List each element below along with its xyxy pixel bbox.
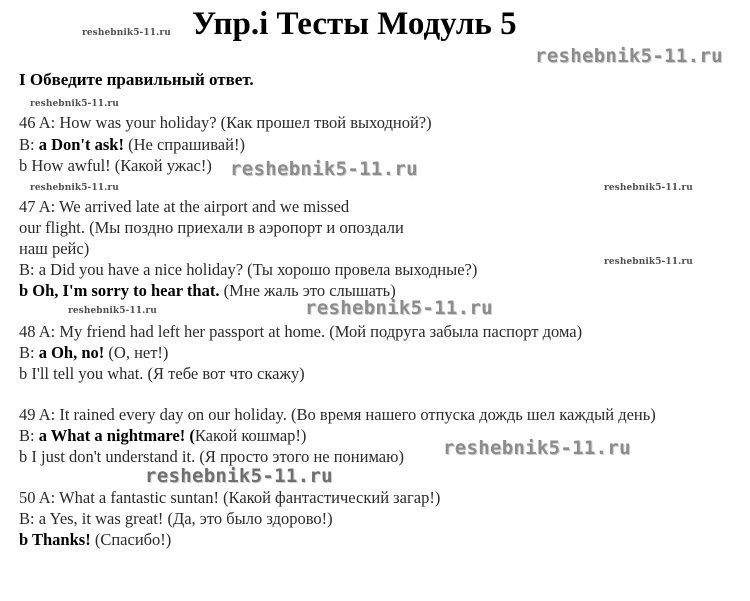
watermark-small: reshebnik5-11.ru	[30, 99, 119, 109]
item-49-answer-b: b I just don't understand it. (Я просто этого не понимаю)	[19, 447, 404, 466]
item-49-question: 49 A: It rained every day on our holiday. (Во время нашего отпуска дождь шел каждый день)	[19, 405, 656, 424]
watermark-small: reshebnik5-11.ru	[82, 28, 171, 38]
watermark-small: reshebnik5-11.ru	[604, 183, 693, 193]
watermark-large: reshebnik5-11.ru	[145, 465, 333, 487]
instruction-heading: I Обведите правильный ответ.	[19, 70, 254, 89]
item-46-answer-a: B: a Don't ask! (Не спрашивай!)	[19, 135, 245, 154]
page-title: Упр.i Тесты Модуль 5	[192, 6, 517, 42]
watermark-small: reshebnik5-11.ru	[604, 257, 693, 267]
item-48-question: 48 A: My friend had left her passport at home. (Мой подруга забыла паспорт дома)	[19, 322, 583, 341]
item-47-question-line3: наш рейс)	[19, 239, 90, 258]
item-50-question: 50 A: What a fantastic suntan! (Какой фантастический загар!)	[19, 488, 441, 507]
watermark-large: reshebnik5-11.ru	[535, 45, 723, 67]
watermark-large: reshebnik5-11.ru	[443, 437, 631, 459]
item-47-question-line2: our flight. (Мы поздно приехали в аэропорт и опоздали	[19, 218, 404, 237]
watermark-large: reshebnik5-11.ru	[230, 158, 418, 180]
item-47-answer-a: B: a Did you have a nice holiday? (Ты хорошо провела выходные?)	[19, 260, 478, 279]
item-47-question-line1: 47 A: We arrived late at the airport and we missed	[19, 197, 350, 216]
item-47-answer-b: b Oh, I'm sorry to hear that. (Мне жаль это слышать)	[19, 281, 396, 300]
item-48-answer-a: B: a Oh, no! (О, нет!)	[19, 343, 169, 362]
item-49-answer-a: B: a What a nightmare! (Какой кошмар!)	[19, 426, 307, 445]
item-50-answer-b: b Thanks! (Спасибо!)	[19, 530, 172, 549]
watermark-small: reshebnik5-11.ru	[68, 306, 157, 316]
watermark-small: reshebnik5-11.ru	[30, 183, 119, 193]
item-46-question: 46 A: How was your holiday? (Как прошел твой выходной?)	[19, 113, 432, 132]
item-48-answer-b: b I'll tell you what. (Я тебе вот что скажу)	[19, 364, 305, 383]
item-50-answer-a: B: a Yes, it was great! (Да, это было здорово!)	[19, 509, 333, 528]
item-46-answer-b: b How awful! (Какой ужас!)	[19, 156, 212, 175]
watermark-large: reshebnik5-11.ru	[305, 297, 493, 319]
